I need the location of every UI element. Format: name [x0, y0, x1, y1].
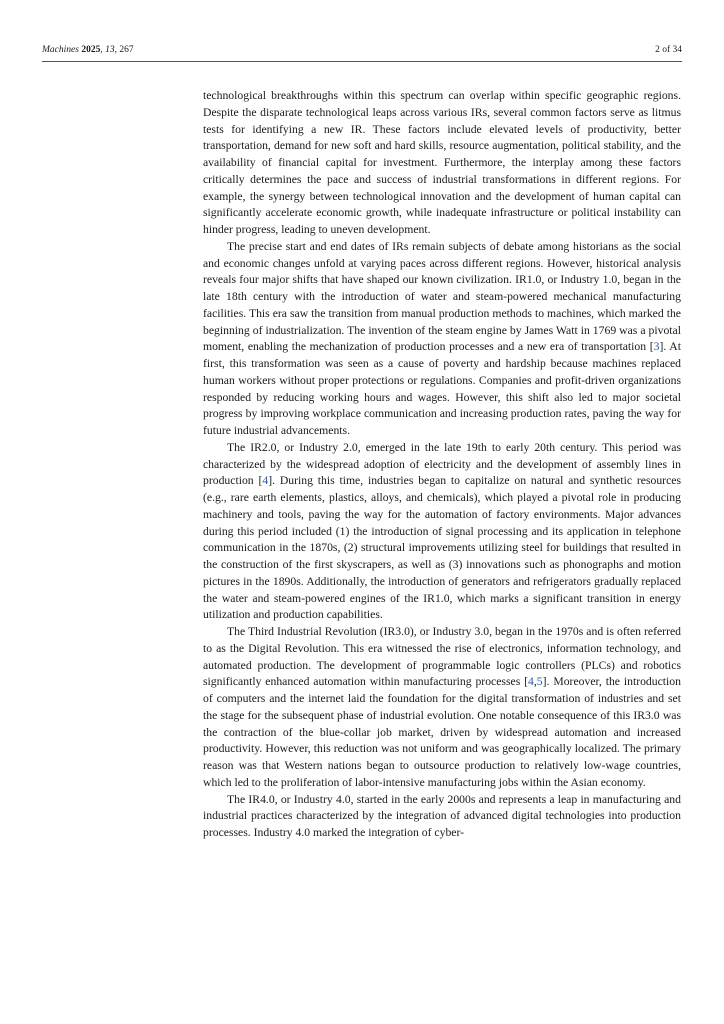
- citation-link[interactable]: 3: [653, 340, 660, 354]
- article-body: [203, 88, 681, 842]
- citation-comma: ,: [100, 45, 106, 55]
- paragraph-text: ]. At first, this transformation was seen as a cause of poverty and hardship because machines replaced human workers without proper protections or regulations. Companies and profit-driven organizations responded by reducing working hours and wages. However, this shift also led to major societal progress by improving workplace communication and increasing production rates, paving the way for future industrial advancements.: [203, 340, 681, 437]
- paragraph-text: [: [649, 340, 654, 354]
- paragraph-text: The IR4.0, or Industry 4.0, started in the early 2000s and represents a leap in manufacturing and industrial practices characterized by the integration of advanced digital technologies into production processes. Industry 4.0 marked the integration of cyber-: [203, 792, 681, 839]
- journal-year: 2025: [81, 45, 101, 55]
- citation-link[interactable]: 4: [262, 474, 269, 488]
- paragraph-text: The precise start and end dates of IRs remain subjects of debate among historians as the social and economic changes unfold at varying paces across different regions. However, historical analysis reveals four major shifts that have shaped our known civilization. IR1.0, or Industry 1.0, began in the late 18th century with the introduction of water and steam-powered mechanical manufacturing facilities. This era saw the transition from manual production methods to machines, which marked the beginning of industrialization. The invention of the steam engine by James Watt in 1769 was a pivotal moment, enabling the mechanization of production processes and a new era of transportation: [203, 239, 681, 354]
- body-paragraph: [203, 88, 681, 239]
- journal-name: Machines: [42, 45, 79, 55]
- citation-comma: ,: [114, 45, 120, 55]
- paragraph-text: [: [258, 474, 263, 488]
- paragraph-text: ]. Moreover, the introduction of computers and the internet laid the foundation for the digital transformation of industries and set the stage for the subsequent phase of industrial evolution. One notable consequence of this IR3.0 was the contraction of the blue-collar job market, driven by widespread automation and increased productivity. However, this reduction was not uniform and was geographically localized. The primary reason was that Western nations began to outsource production to relatively low-wage countries, which led to the proliferation of labor-intensive manufacturing jobs within the Asian economy.: [203, 675, 681, 789]
- paragraph-text: technological breakthroughs within this spectrum can overlap within specific geographic regions. Despite the disparate technological leaps across various IRs, several common factors serve as litmus tests for identifying a new IR. These factors include elevated levels of productivity, better transportation, demand for new soft and hard skills, resource augmentation, political stability, and the availability of financial capital for investment. Furthermore, the interplay among these factors critically determines the pace and success of industrial transformations in different regions. For example, the synergy between technological innovation and the development of human capital can significantly accelerate economic growth, while inadequate infrastructure or political instability can hinder progress, leading to uneven development.: [203, 89, 681, 236]
- paragraph-text: [: [524, 675, 529, 689]
- page-number: 2 of 34: [655, 45, 682, 55]
- journal-citation: [42, 44, 134, 56]
- article-number: 267: [119, 45, 134, 55]
- running-head: [42, 44, 682, 60]
- citation-link[interactable]: 4: [528, 675, 534, 689]
- header-rule: [42, 61, 682, 62]
- body-paragraph: [203, 239, 681, 440]
- body-paragraph: [203, 792, 681, 842]
- body-paragraph: [203, 440, 681, 624]
- body-paragraph: [203, 624, 681, 792]
- paragraph-text: ]. During this time, industries began to capitalize on natural and synthetic resources (e.g., rare earth elements, plastics, alloys, and chemicals), which played a pivotal role in producing machinery and tools, paving the way for the automation of factory environments. Major advances during this period included (1) the introduction of signal processing and its application in telephone communication in the 1870s, (2) structural improvements utilizing steel for buildings that resulted in the construction of the first skyscrapers, as well as (3) innovations such as phonographs and motion pictures in the 1890s. Additionally, the introduction of generators and refrigerators gradually replaced the water and steam-powered engines of the IR1.0, which marks a significant transition in energy utilization and production capabilities.: [203, 474, 681, 622]
- paragraph-text: ,: [533, 675, 537, 689]
- paragraph-text: The Third Industrial Revolution (IR3.0), or Industry 3.0, began in the 1970s and is often referred to as the Digital Revolution. This era witnessed the rise of electronics, information technology, and automated production. The development of programmable logic controllers (PLCs) and robotics significantly enhanced automation within manufacturing processes: [203, 625, 681, 689]
- citation-link[interactable]: 5: [536, 675, 543, 689]
- paragraph-text: The IR2.0, or Industry 2.0, emerged in the late 19th to early 20th century. This period was characterized by the widespread adoption of electricity and the development of assembly lines in production: [203, 440, 681, 488]
- journal-volume: 13: [105, 45, 115, 55]
